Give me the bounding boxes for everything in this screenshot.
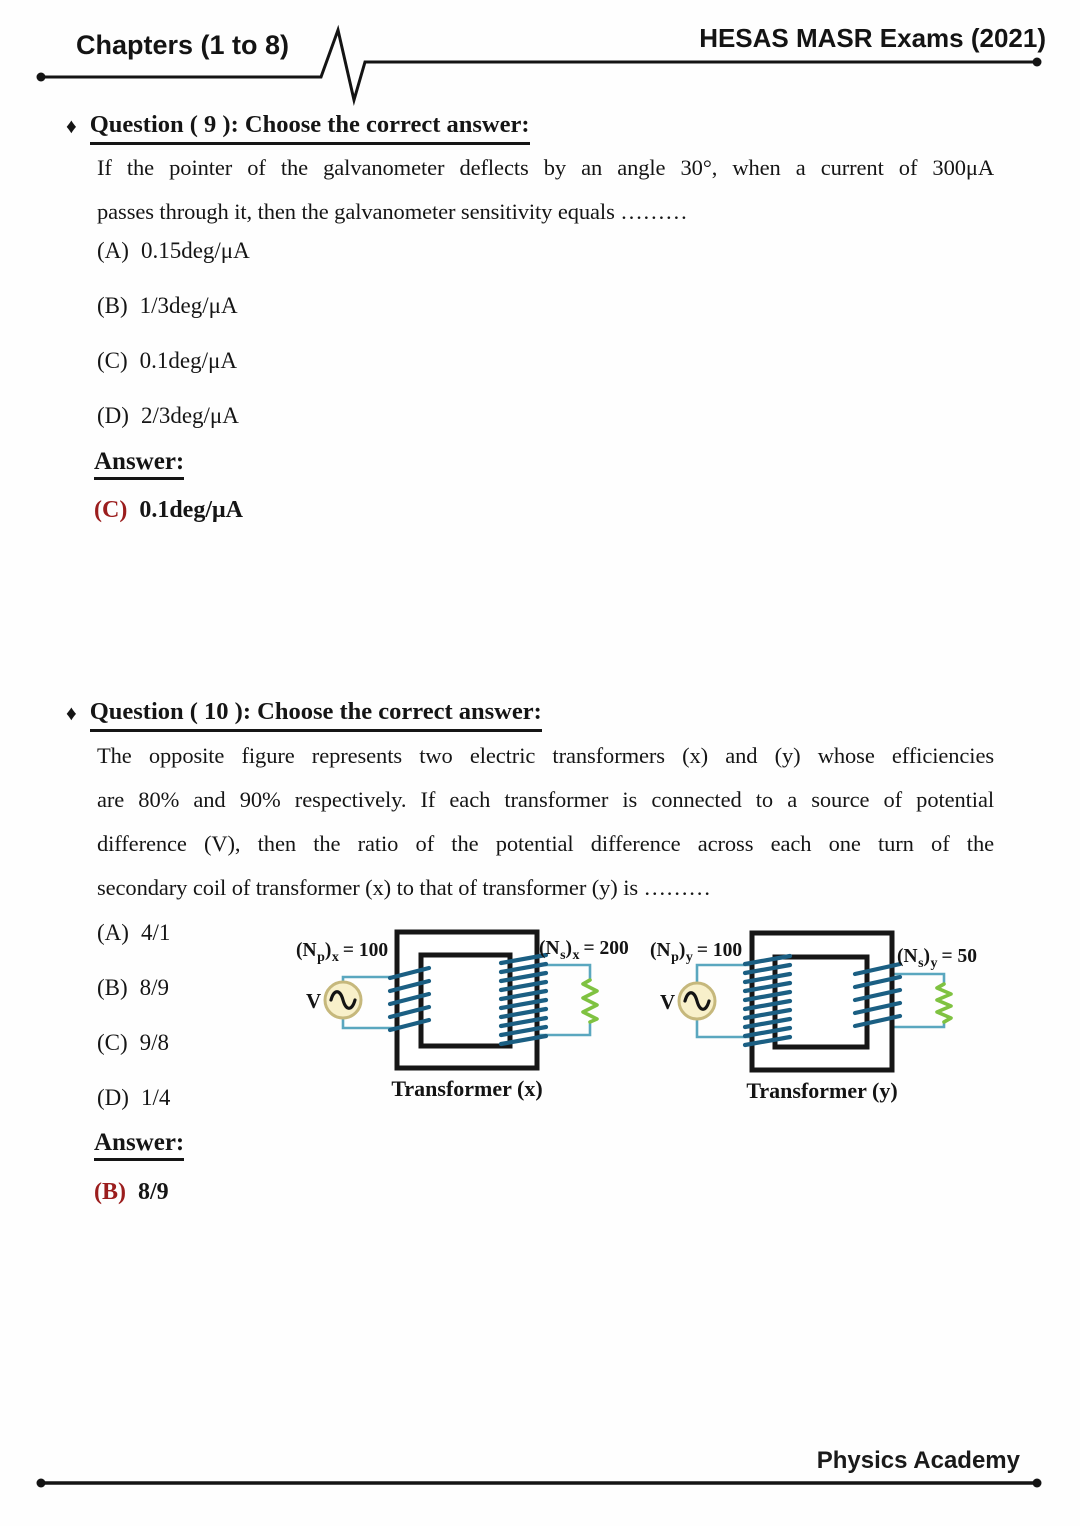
footer-line-left-dot xyxy=(37,1479,46,1488)
secondary-turns-label: $(N_s)_y = 50$ xyxy=(897,946,978,971)
question-10-option-b xyxy=(97,975,170,1004)
transformer-y-figure xyxy=(648,922,1008,1117)
option-text: 0.15deg/μA xyxy=(140,238,250,263)
source-voltage-label: V xyxy=(306,989,322,1013)
diamond-bullet-icon: ♦ xyxy=(66,701,77,725)
option-letter: (C) xyxy=(97,348,128,373)
transformer-x-figure xyxy=(292,922,652,1117)
question-9-answer xyxy=(94,497,243,524)
question-10-option-d xyxy=(97,1085,170,1114)
option-letter: (A) xyxy=(97,238,129,263)
option-letter: (A) xyxy=(97,920,129,945)
option-text: 0.1deg/μA xyxy=(139,348,237,373)
resistor-icon xyxy=(937,984,951,1022)
answer-letter: (C) xyxy=(94,497,128,523)
diamond-bullet-icon: ♦ xyxy=(66,114,77,138)
option-letter: (D) xyxy=(97,403,129,428)
option-text: 1/3deg/μA xyxy=(139,293,238,318)
option-letter: (C) xyxy=(97,1030,128,1055)
question-10-options xyxy=(97,920,170,1114)
question-10-answer xyxy=(94,1179,169,1206)
publisher-brand: Physics Academy xyxy=(816,1447,1020,1474)
core-inner xyxy=(421,955,510,1046)
question-9-body xyxy=(97,146,994,234)
question-10-title: Question ( 10 ): Choose the correct answer: xyxy=(90,697,542,732)
header-line-right-dot xyxy=(1033,58,1042,67)
chapters-title: Chapters (1 to 8) xyxy=(76,30,290,60)
question-9-option-d xyxy=(97,403,250,432)
question-10-body-line: difference (V), then the ratio of the potential difference across each one turn of the xyxy=(97,831,994,856)
question-10-body-line: The opposite figure represents two electric transformers (x) and (y) whose efficiencies xyxy=(97,743,994,768)
primary-turns-label: $(N_p)_y = 100$ xyxy=(650,940,743,965)
option-text: 9/8 xyxy=(139,1030,170,1055)
option-letter: (B) xyxy=(97,975,128,1000)
question-9-heading xyxy=(66,110,530,145)
option-letter: (B) xyxy=(97,293,128,318)
question-9-option-b xyxy=(97,293,250,322)
question-9-options xyxy=(97,238,250,432)
answer-text: 8/9 xyxy=(138,1179,169,1205)
question-10-body-line: secondary coil of transformer (x) to that of transformer (y) is ……… xyxy=(97,875,711,900)
option-text: 2/3deg/μA xyxy=(140,403,239,428)
option-text: 8/9 xyxy=(139,975,170,1000)
question-10-option-a xyxy=(97,920,170,949)
answer-letter: (B) xyxy=(94,1179,126,1205)
question-10-body xyxy=(97,734,994,910)
question-9-body-line: If the pointer of the galvanometer deflects by an angle 30°, when a current of 300μA xyxy=(97,155,994,180)
source-voltage-label: V xyxy=(660,990,676,1014)
question-10-body-line: are 80% and 90% respectively. If each transformer is connected to a source of potential xyxy=(97,787,994,812)
question-9-body-line: passes through it, then the galvanometer sensitivity equals ……… xyxy=(97,199,688,224)
resistor-icon xyxy=(583,980,597,1022)
question-10-answer-heading: Answer: xyxy=(94,1128,184,1158)
question-9-option-c xyxy=(97,348,250,377)
question-9-answer-heading: Answer: xyxy=(94,447,184,477)
option-text: 4/1 xyxy=(140,920,171,945)
figure-caption: Transformer (y) xyxy=(746,1078,898,1103)
primary-turns-label: $(N_p)_x = 100$ xyxy=(296,940,389,965)
footer-line-right-dot xyxy=(1033,1479,1042,1488)
exam-title: HESAS MASR Exams (2021) xyxy=(699,23,1046,53)
question-10-option-c xyxy=(97,1030,170,1059)
option-text: 1/4 xyxy=(140,1085,171,1110)
header-line-left-dot xyxy=(37,73,46,82)
option-letter: (D) xyxy=(97,1085,129,1110)
figure-caption: Transformer (x) xyxy=(391,1076,543,1101)
question-9-title: Question ( 9 ): Choose the correct answer: xyxy=(90,110,530,145)
secondary-turns-label: $(N_s)_x = 200$ xyxy=(539,938,629,963)
question-9-option-a xyxy=(97,238,250,267)
answer-text: 0.1deg/μA xyxy=(139,497,243,523)
question-10-heading xyxy=(66,697,542,732)
